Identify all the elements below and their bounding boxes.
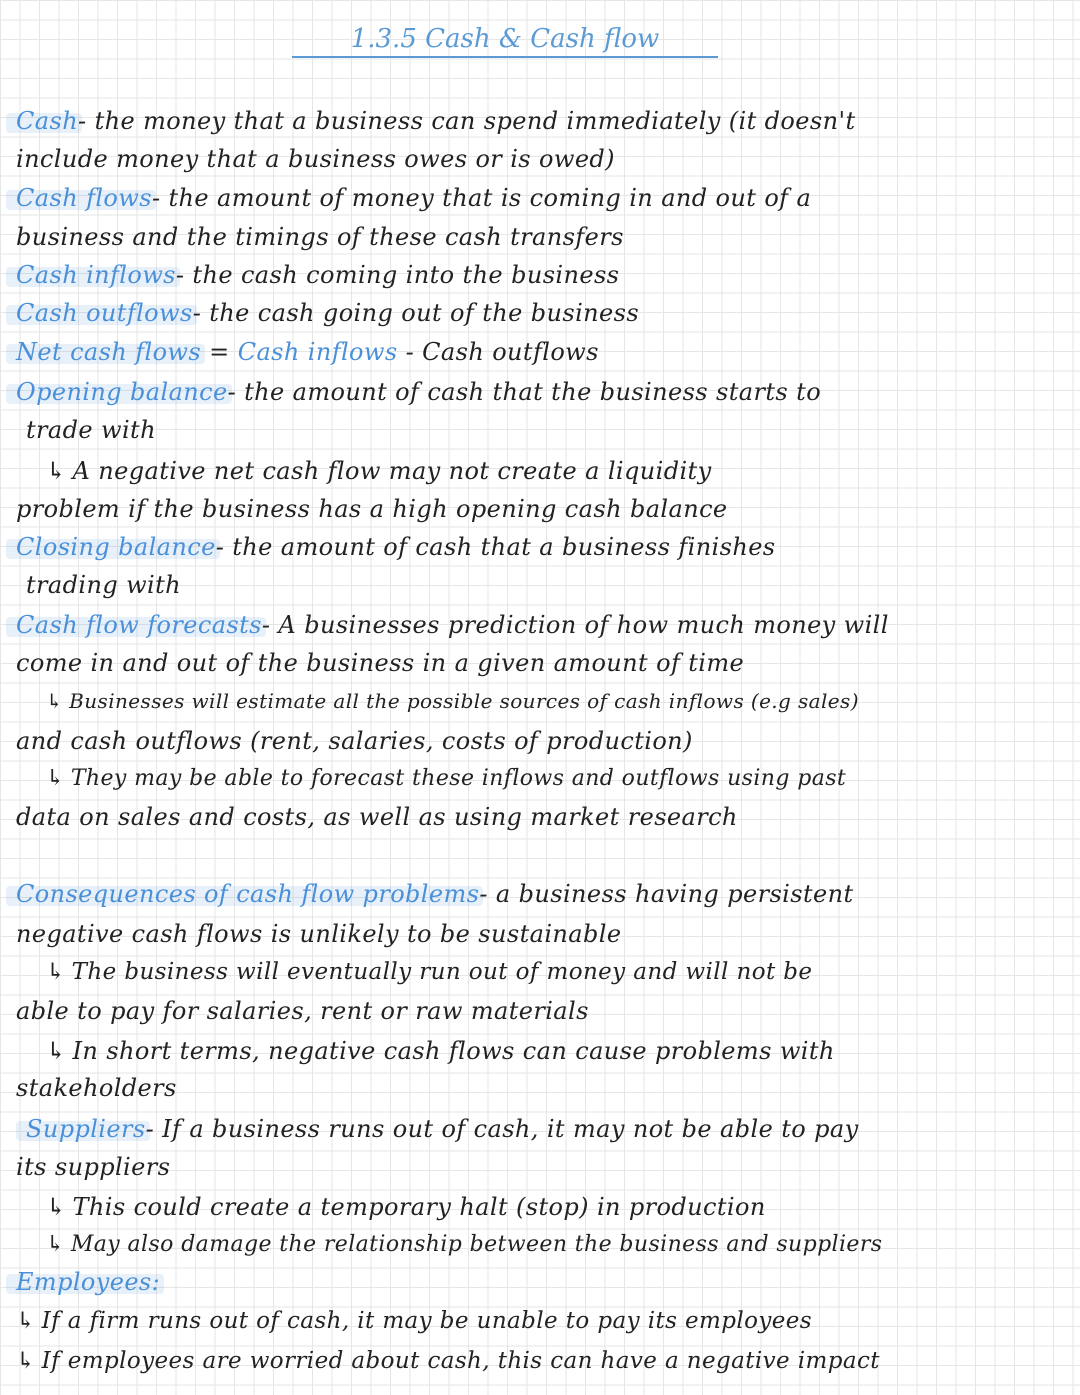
note-line: business and the timings of these cash transfers (16, 223, 624, 251)
note-line: stakeholders (16, 1074, 177, 1102)
arrow-icon: ↳ (16, 1308, 36, 1334)
note-line: trade with (26, 416, 156, 444)
term-label: Cash flow forecasts (16, 611, 262, 639)
note-line: Net cash flows = Cash inflows - Cash outflows (16, 338, 599, 366)
note-line: trading with (26, 571, 182, 599)
arrow-icon: ↳ (46, 689, 64, 713)
note-line: Opening balance- the amount of cash that the business starts to (16, 378, 822, 406)
term-label: Net cash flows (16, 338, 202, 366)
arrow-icon: ↳ (16, 1348, 36, 1374)
note-line: ↳ Businesses will estimate all the possible sources of cash inflows (e.g sales) (46, 689, 859, 713)
note-line: ↳ They may be able to forecast these inflows and outflows using past (46, 766, 847, 791)
arrow-icon: ↳ (46, 457, 67, 485)
note-line: ↳ In short terms, negative cash flows can cause problems with (46, 1037, 835, 1065)
note-line: ↳ A negative net cash flow may not create a liquidity (46, 457, 712, 485)
note-line: ↳ May also damage the relationship between the business and suppliers (46, 1232, 883, 1257)
arrow-icon: ↳ (46, 766, 65, 791)
note-line: able to pay for salaries, rent or raw materials (16, 997, 589, 1025)
note-line: and cash outflows (rent, salaries, costs of production) (16, 727, 693, 755)
note-line: ↳ The business will eventually run out of money and will not be (46, 959, 813, 985)
term-label: Consequences of cash flow problems (16, 880, 480, 908)
note-line: negative cash flows is unlikely to be sustainable (16, 920, 622, 948)
note-line: come in and out of the business in a given amount of time (16, 649, 745, 677)
note-line: problem if the business has a high opening cash balance (16, 495, 728, 523)
note-line: ↳ If a firm runs out of cash, it may be unable to pay its employees (16, 1308, 812, 1334)
arrow-icon: ↳ (46, 1037, 67, 1065)
note-line: Cash flows- the amount of money that is coming in and out of a (16, 184, 812, 212)
note-line: Cash flow forecasts- A businesses prediction of how much money will (16, 611, 889, 639)
arrow-icon: ↳ (46, 1193, 67, 1221)
note-line: ↳ This could create a temporary halt (stop) in production (46, 1193, 766, 1221)
term-label: Employees: (16, 1268, 161, 1296)
term-label: Cash inflows (237, 338, 398, 366)
note-line: its suppliers (16, 1153, 171, 1181)
term-label: Cash inflows (16, 261, 176, 289)
term-label: Cash outflows (16, 299, 193, 327)
arrow-icon: ↳ (46, 1232, 65, 1257)
term-label: Closing balance (16, 533, 216, 561)
note-line: Closing balance- the amount of cash that a business finishes (16, 533, 776, 561)
note-line: data on sales and costs, as well as using market research (16, 803, 738, 831)
note-line: ↳ If employees are worried about cash, this can have a negative impact (16, 1348, 880, 1374)
note-line: include money that a business owes or is owed) (16, 145, 615, 173)
arrow-icon: ↳ (46, 959, 66, 985)
page-title: 1.3.5 Cash & Cash flow (292, 24, 718, 58)
note-line: Cash inflows- the cash coming into the business (16, 261, 620, 289)
note-line (16, 1267, 160, 1297)
term-label: Opening balance (16, 378, 228, 406)
note-line: Cash outflows- the cash going out of the business (16, 299, 640, 327)
term-label: Cash (16, 107, 79, 135)
note-line: Suppliers- If a business runs out of cash, it may not be able to pay (26, 1115, 859, 1143)
term-label: Suppliers (26, 1115, 146, 1143)
note-line: Cash- the money that a business can spend immediately (it doesn't (16, 107, 856, 135)
note-line: Consequences of cash flow problems- a business having persistent (16, 880, 854, 908)
term-label: Cash flows (16, 184, 152, 212)
